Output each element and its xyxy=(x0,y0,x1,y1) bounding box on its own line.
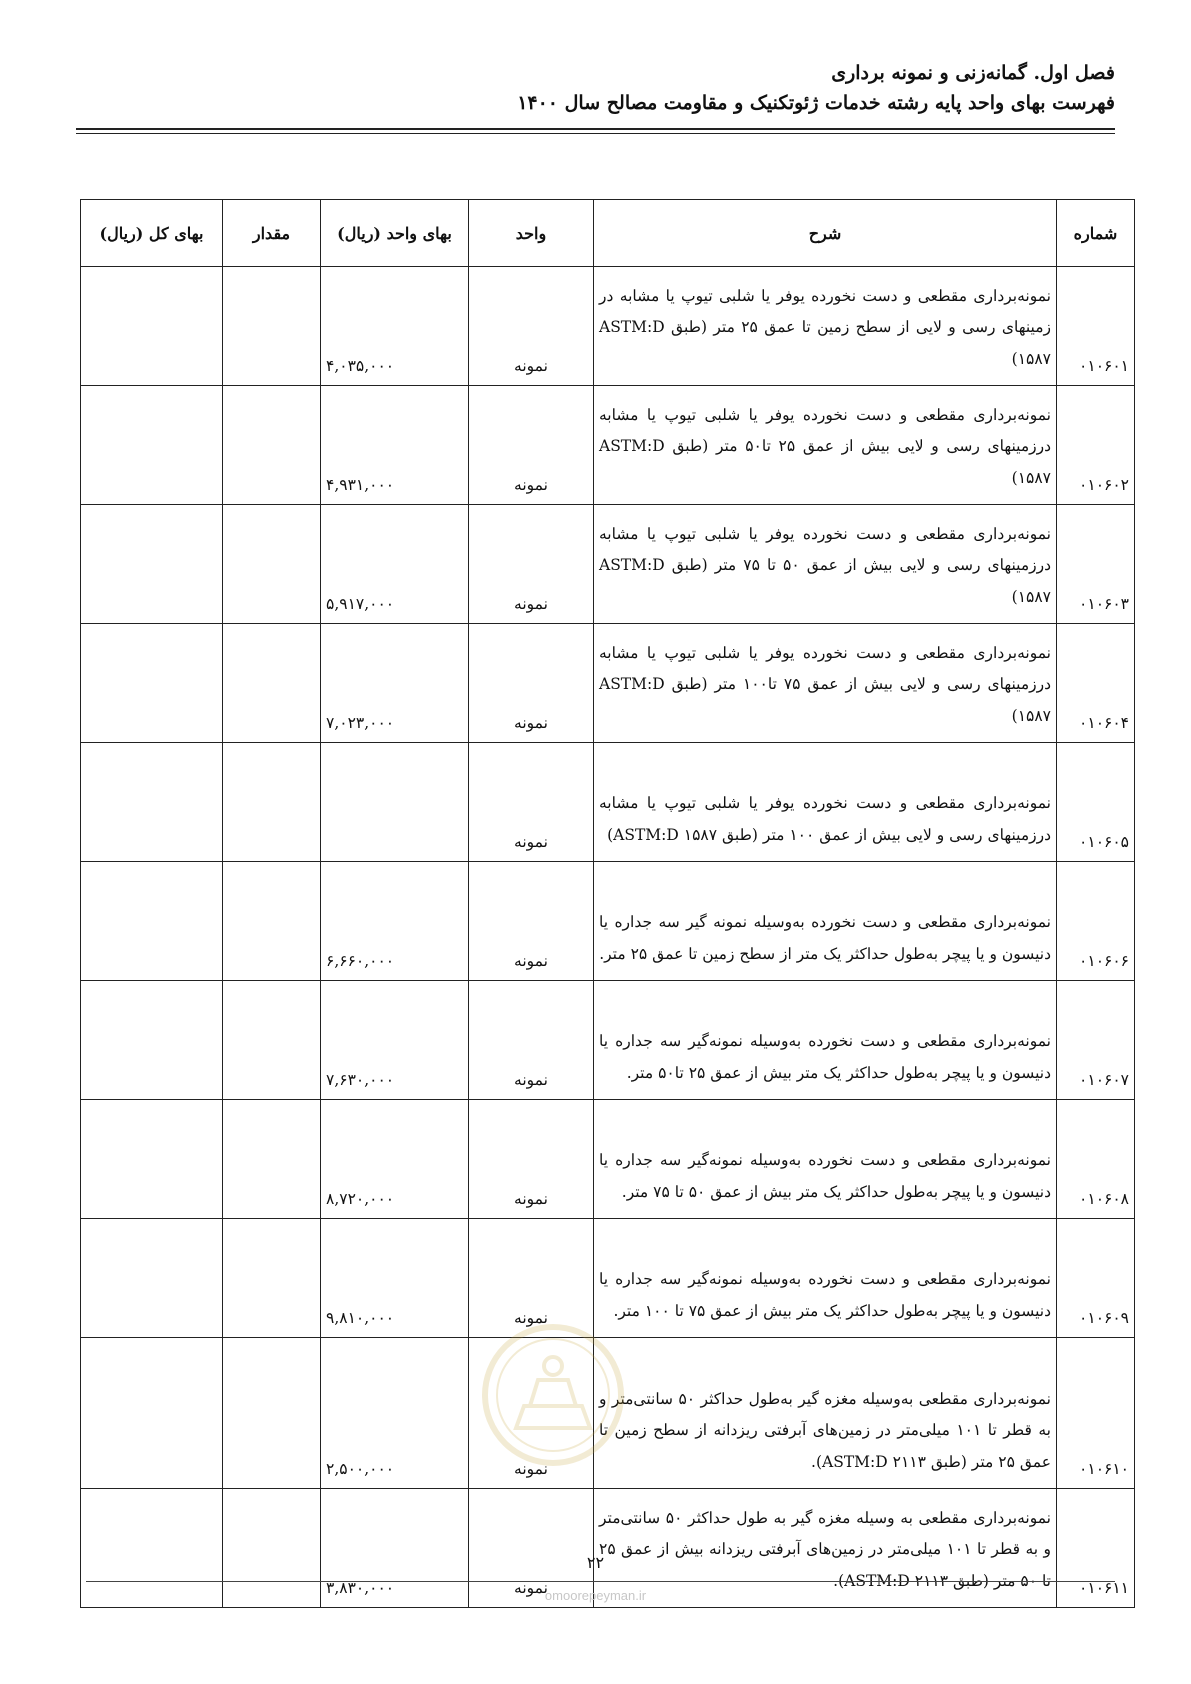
item-description: نمونه‌برداری مقطعی به وسیله مغزه گیر به طول حداکثر ۵۰ سانتی‌متر و به قطر تا ۱۰۱ میلی‌متر در زمین‌های آبرفتی ریزدانه بیش از عمق ۲۵ تا ۵۰ متر (طبق ASTM:D ۲۱۱۳). xyxy=(594,1489,1057,1608)
item-unit-price: ۷,۰۲۳,۰۰۰ xyxy=(321,624,469,743)
table-row xyxy=(81,862,1135,981)
header-rule-thick xyxy=(76,128,1115,130)
item-total xyxy=(81,981,223,1100)
header-number: شماره xyxy=(1057,200,1135,267)
item-unit: نمونه xyxy=(469,1100,594,1219)
item-unit-price: ۲,۵۰۰,۰۰۰ xyxy=(321,1338,469,1489)
item-number: ۰۱۰۶۰۸ xyxy=(1057,1100,1135,1219)
item-number: ۰۱۰۶۰۴ xyxy=(1057,624,1135,743)
item-total xyxy=(81,505,223,624)
item-description: نمونه‌برداری مقطعی و دست نخورده یوفر یا شلبی تیوپ یا مشابه درزمینهای رسی و لایی بیش از عمق ۷۵ تا۱۰۰ متر (طبق ASTM:D ۱۵۸۷) xyxy=(594,624,1057,743)
header-rule-thin xyxy=(76,133,1115,134)
table-row xyxy=(81,981,1135,1100)
item-total xyxy=(81,267,223,386)
item-quantity xyxy=(223,505,321,624)
header-description: شرح xyxy=(594,200,1057,267)
item-unit-price: ۴,۹۳۱,۰۰۰ xyxy=(321,386,469,505)
item-total xyxy=(81,1338,223,1489)
item-description: نمونه‌برداری مقطعی و دست نخورده به‌وسیله نمونه گیر سه جداره یا دنیسون و یا پیچر به‌طول حداکثر یک متر از سطح زمین تا عمق ۲۵ متر. xyxy=(594,862,1057,981)
item-quantity xyxy=(223,1100,321,1219)
website-watermark: omoorepeyman.ir xyxy=(544,1588,647,1603)
item-quantity xyxy=(223,1219,321,1338)
item-unit-price xyxy=(321,743,469,862)
item-unit-price: ۴,۰۳۵,۰۰۰ xyxy=(321,267,469,386)
item-quantity xyxy=(223,267,321,386)
item-description: نمونه‌برداری مقطعی و دست نخورده یوفر یا شلبی تیوپ یا مشابه درزمینهای رسی و لایی بیش از عمق ۵۰ تا ۷۵ متر (طبق ASTM:D ۱۵۸۷) xyxy=(594,505,1057,624)
item-number: ۰۱۰۶۰۹ xyxy=(1057,1219,1135,1338)
header-quantity: مقدار xyxy=(223,200,321,267)
item-quantity xyxy=(223,624,321,743)
item-unit: نمونه xyxy=(469,505,594,624)
table-row xyxy=(81,267,1135,386)
item-unit-price: ۹,۸۱۰,۰۰۰ xyxy=(321,1219,469,1338)
item-quantity xyxy=(223,743,321,862)
item-number: ۰۱۰۶۰۵ xyxy=(1057,743,1135,862)
header-total-price: بهای کل (ریال) xyxy=(81,200,223,267)
item-unit-price: ۷,۶۳۰,۰۰۰ xyxy=(321,981,469,1100)
table-row xyxy=(81,1219,1135,1338)
item-unit: نمونه xyxy=(469,981,594,1100)
item-description: نمونه‌برداری مقطعی به‌وسیله مغزه گیر به‌طول حداکثر ۵۰ سانتی‌متر و به قطر تا ۱۰۱ میلی‌متر در زمین‌های آبرفتی ریزدانه از سطح زمین تا عمق ۲۵ متر (طبق ۲۱۱۳ ASTM:D). xyxy=(594,1338,1057,1489)
table-row xyxy=(81,386,1135,505)
item-number: ۰۱۰۶۱۰ xyxy=(1057,1338,1135,1489)
item-total xyxy=(81,624,223,743)
table-header-row xyxy=(81,200,1135,267)
item-unit: نمونه xyxy=(469,862,594,981)
item-number: ۰۱۰۶۱۱ xyxy=(1057,1489,1135,1608)
item-total xyxy=(81,1100,223,1219)
item-quantity xyxy=(223,862,321,981)
item-unit: نمونه xyxy=(469,1338,594,1489)
item-unit-price: ۳,۸۳۰,۰۰۰ xyxy=(321,1489,469,1608)
item-unit: نمونه xyxy=(469,743,594,862)
table-row xyxy=(81,1338,1135,1489)
table-row xyxy=(81,624,1135,743)
item-description: نمونه‌برداری مقطعی و دست نخورده یوفر یا شلبی تیوپ یا مشابه درزمینهای رسی و لایی بیش از عمق ۲۵ تا۵۰ متر (طبق ASTM:D ۱۵۸۷) xyxy=(594,386,1057,505)
footer-rule xyxy=(86,1581,1115,1582)
item-quantity xyxy=(223,981,321,1100)
item-unit: نمونه xyxy=(469,1219,594,1338)
item-quantity xyxy=(223,1338,321,1489)
chapter-title: فصل اول. گمانه‌زنی و نمونه برداری xyxy=(831,62,1115,84)
item-unit: نمونه xyxy=(469,624,594,743)
page-header xyxy=(76,58,1115,118)
table-row xyxy=(81,505,1135,624)
item-number: ۰۱۰۶۰۱ xyxy=(1057,267,1135,386)
item-total xyxy=(81,743,223,862)
price-table xyxy=(80,199,1135,1608)
item-number: ۰۱۰۶۰۳ xyxy=(1057,505,1135,624)
item-unit: نمونه xyxy=(469,1489,594,1608)
table-row xyxy=(81,743,1135,862)
item-description: نمونه‌برداری مقطعی و دست نخورده به‌وسیله نمونه‌گیر سه جداره یا دنیسون و یا پیچر به‌طول حداکثر یک متر بیش از عمق ۲۵ تا۵۰ متر. xyxy=(594,981,1057,1100)
header-unit-price: بهای واحد (ریال) xyxy=(321,200,469,267)
item-unit-price: ۶,۶۶۰,۰۰۰ xyxy=(321,862,469,981)
item-unit-price: ۵,۹۱۷,۰۰۰ xyxy=(321,505,469,624)
item-number: ۰۱۰۶۰۷ xyxy=(1057,981,1135,1100)
item-description: نمونه‌برداری مقطعی و دست نخورده به‌وسیله نمونه‌گیر سه جداره یا دنیسون و یا پیچر به‌طول حداکثر یک متر بیش از عمق ۷۵ تا ۱۰۰ متر. xyxy=(594,1219,1057,1338)
item-description: نمونه‌برداری مقطعی و دست نخورده یوفر یا شلبی تیوپ یا مشابه درزمینهای رسی و لایی بیش از عمق ۱۰۰ متر (طبق ASTM:D ۱۵۸۷) xyxy=(594,743,1057,862)
header-unit: واحد xyxy=(469,200,594,267)
item-description: نمونه‌برداری مقطعی و دست نخورده یوفر یا شلبی تیوپ یا مشابه در زمینهای رسی و لایی از سطح زمین تا عمق ۲۵ متر (طبق ASTM:D ۱۵۸۷) xyxy=(594,267,1057,386)
item-quantity xyxy=(223,386,321,505)
item-total xyxy=(81,1219,223,1338)
item-unit: نمونه xyxy=(469,386,594,505)
table-row xyxy=(81,1100,1135,1219)
item-number: ۰۱۰۶۰۶ xyxy=(1057,862,1135,981)
item-number: ۰۱۰۶۰۲ xyxy=(1057,386,1135,505)
item-unit-price: ۸,۷۲۰,۰۰۰ xyxy=(321,1100,469,1219)
item-description: نمونه‌برداری مقطعی و دست نخورده به‌وسیله نمونه‌گیر سه جداره یا دنیسون و یا پیچر به‌طول حداکثر یک متر بیش از عمق ۵۰ تا ۷۵ متر. xyxy=(594,1100,1057,1219)
item-total xyxy=(81,862,223,981)
document-subtitle: فهرست بهای واحد پایه رشته خدمات ژئوتکنیک و مقاومت مصالح سال ۱۴۰۰ xyxy=(517,92,1115,114)
item-unit: نمونه xyxy=(469,267,594,386)
page-number: ۲۲ xyxy=(586,1553,605,1572)
item-total xyxy=(81,386,223,505)
